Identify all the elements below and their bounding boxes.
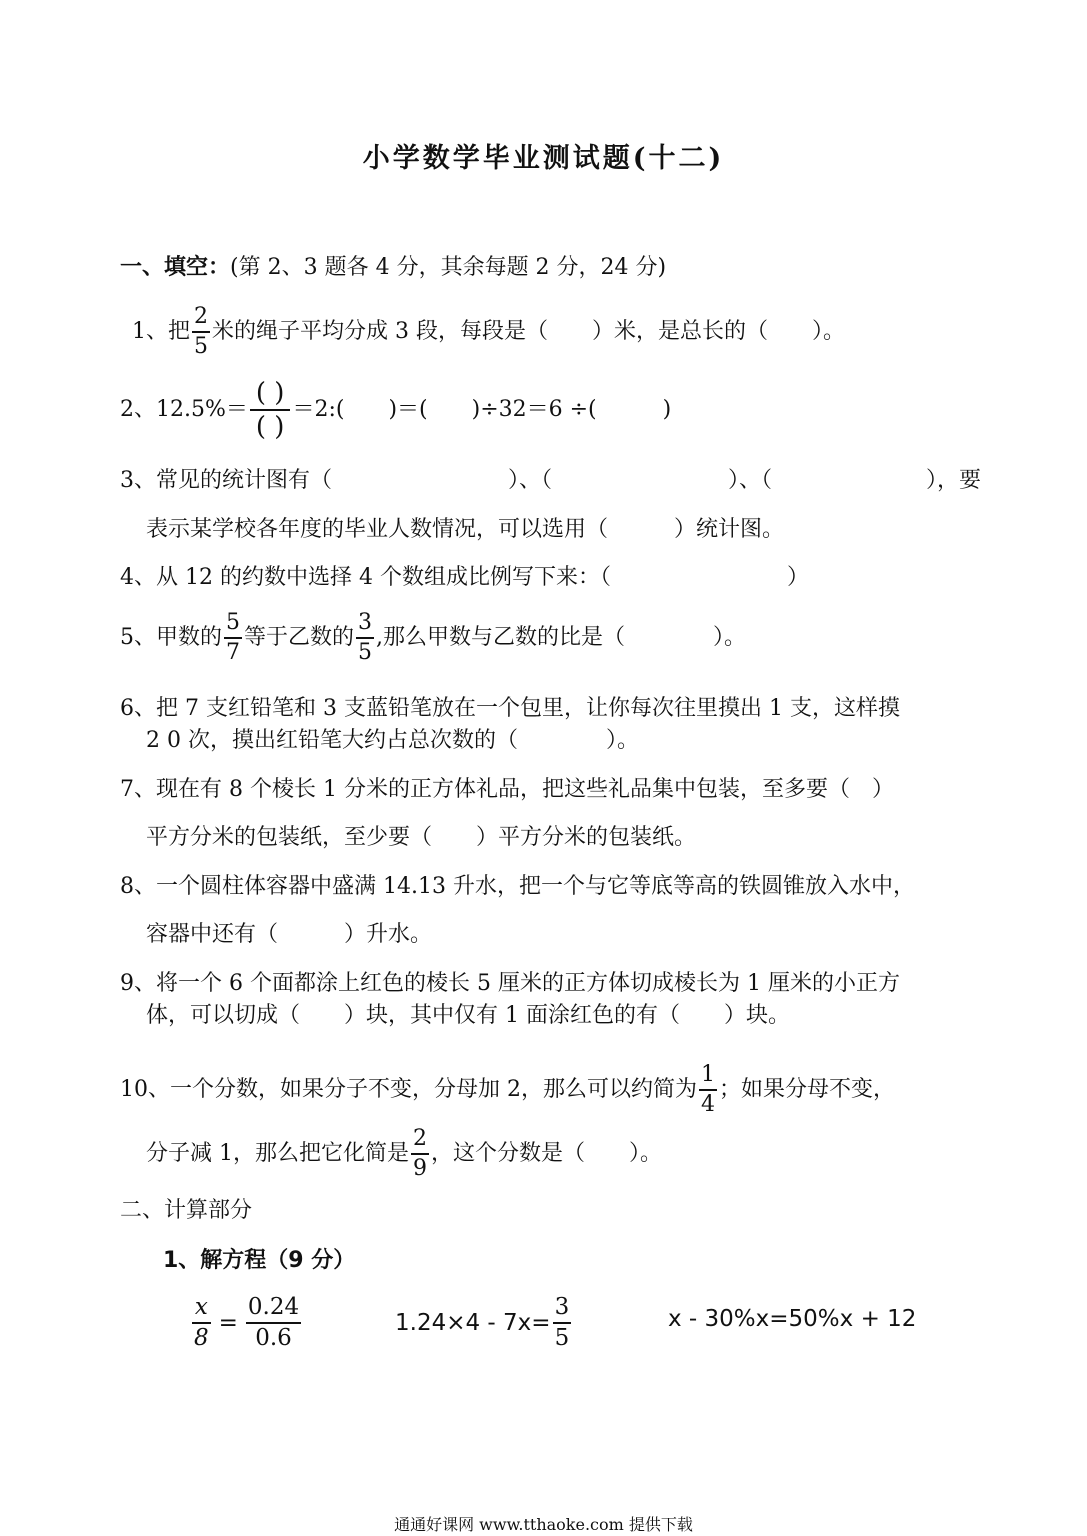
fraction-numerator: 3 [554, 1294, 570, 1320]
footer: 通通好课网 www.tthaoke.com 提供下载 [394, 1515, 693, 1534]
fraction-024-06 [246, 1296, 301, 1350]
fraction-denominator: 5 [192, 331, 210, 358]
question-8-line-2: 容器中还有（ ）升水。 [146, 922, 433, 947]
question-3-line-2: 表示某学校各年度的毕业人数情况，可以选用（ ）统计图。 [146, 517, 785, 542]
section1-header [120, 252, 666, 283]
equation-2-text: 1.24×4 - 7x= [395, 1310, 551, 1336]
equation-2 [395, 1296, 573, 1350]
question-9-line-1: 9、将一个 6 个面都涂上红色的棱长 5 厘米的正方体切成棱长为 1 厘米的小正方 [120, 971, 900, 996]
q10-text-d: ，这个分数是（ ）。 [431, 1141, 663, 1166]
question-7-line-1: 7、现在有 8 个棱长 1 分米的正方体礼品，把这些礼品集中包装，至多要（ ） [120, 777, 894, 802]
question-6-line-2: 2 0 次，摸出红铅笔大约占总次数的（ ）。 [146, 728, 639, 753]
q10-text-a: 10、一个分数，如果分子不变，分母加 2，那么可以约简为 [120, 1077, 697, 1102]
section2-subheading: 1、解方程（9 分） [163, 1248, 356, 1273]
question-4: 4、从 12 的约数中选择 4 个数组成比例写下来：（ ） [120, 565, 809, 590]
fraction-numerator: ( ) [255, 378, 285, 408]
q1-text-b: 米的绳子平均分成 3 段，每段是（ ）米，是总长的（ ）。 [212, 319, 845, 344]
q5-text-a: 5、甲数的 [120, 625, 222, 650]
fraction-2-9 [411, 1128, 429, 1180]
equation-3: x - 30%x=50%x + 12 [668, 1306, 917, 1332]
fraction-5-7 [224, 612, 242, 664]
fraction-numerator: 2 [413, 1126, 427, 1151]
fraction-denominator: 5 [553, 1322, 572, 1350]
fraction-numerator: x [194, 1294, 208, 1320]
fraction-numerator: 5 [226, 610, 240, 635]
question-10-line-2 [146, 1128, 662, 1180]
page-title: 小学数学毕业测试题(十二) [362, 143, 725, 174]
fraction-numerator: 0.24 [247, 1294, 300, 1320]
q1-text-a: 1、把 [132, 319, 190, 344]
question-9-line-2: 体，可以切成（ ）块，其中仅有 1 面涂红色的有（ ）块。 [146, 1003, 790, 1028]
q5-text-b: 等于乙数的 [244, 625, 355, 650]
equation-1 [190, 1296, 303, 1350]
question-8-line-1: 8、一个圆柱体容器中盛满 14.13 升水，把一个与它等底等高的铁圆锥放入水中， [120, 874, 915, 899]
fraction-denominator: 9 [411, 1153, 429, 1180]
question-6-line-1: 6、把 7 支红铅笔和 3 支蓝铅笔放在一个包里，让你每次往里摸出 1 支，这样摸 [120, 696, 900, 721]
section1-heading: 一、填空： [120, 254, 231, 280]
question-2 [120, 380, 671, 440]
q2-text-a: 2、12.5%＝ [120, 397, 248, 422]
fraction-denominator: 5 [356, 637, 374, 664]
question-10-line-1 [120, 1064, 895, 1116]
question-3-line-1: 3、常见的统计图有（ ）、（ ）、（ ），要 [120, 468, 982, 493]
fraction-denominator: ( ) [250, 409, 291, 440]
question-1 [132, 306, 845, 358]
section2-heading: 二、计算部分 [120, 1198, 253, 1223]
fraction-denominator: 0.6 [246, 1322, 301, 1350]
fraction-x-8 [192, 1296, 211, 1350]
question-5 [120, 612, 746, 664]
fraction-2-5 [192, 306, 210, 358]
section1-note: (第 2、3 题各 4 分，其余每题 2 分，24 分) [230, 255, 667, 280]
fraction-numerator: 2 [194, 304, 208, 329]
fraction-3-5 [356, 612, 374, 664]
fraction-denominator: 4 [699, 1089, 717, 1116]
q10-text-c: 分子减 1，那么把它化简是 [146, 1141, 409, 1166]
blank-fraction [250, 380, 291, 440]
fraction-3-5 [553, 1296, 572, 1350]
question-7-line-2: 平方分米的包装纸，至少要（ ）平方分米的包装纸。 [146, 825, 697, 850]
equals-sign: = [218, 1310, 238, 1336]
fraction-numerator: 1 [701, 1062, 715, 1087]
q2-text-b: ＝2:( )＝( )÷32＝6 ÷( ) [292, 397, 672, 422]
q10-text-b: ；如果分母不变， [719, 1077, 896, 1102]
fraction-numerator: 3 [358, 610, 373, 635]
fraction-denominator: 7 [224, 637, 242, 664]
fraction-1-4 [699, 1064, 717, 1116]
q5-text-c: ,那么甲数与乙数的比是（ ）。 [376, 625, 747, 650]
fraction-denominator: 8 [192, 1322, 211, 1350]
